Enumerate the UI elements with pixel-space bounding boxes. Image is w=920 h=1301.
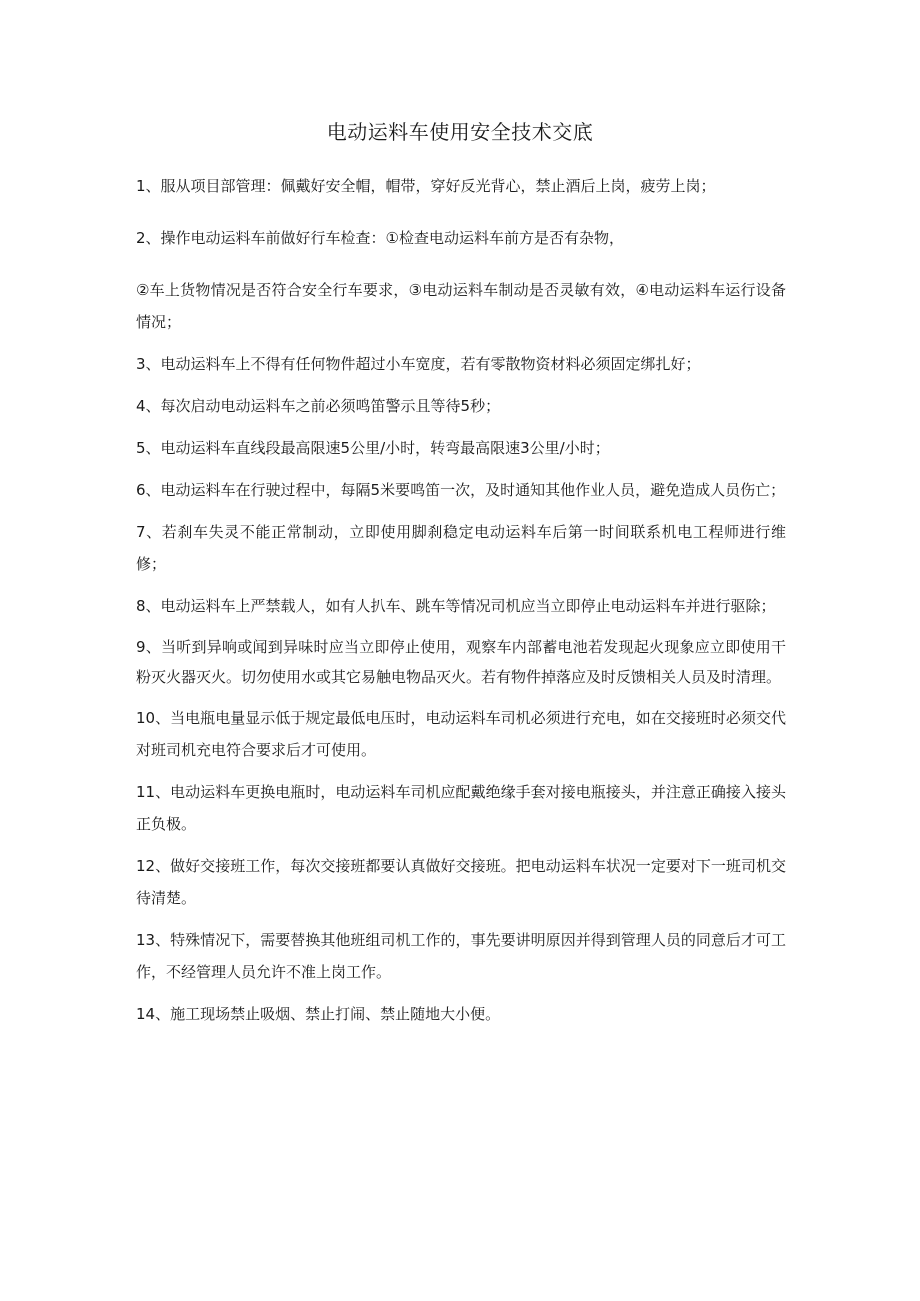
list-item: 12、做好交接班工作，每次交接班都要认真做好交接班。把电动运料车状况一定要对下一班司机交待清楚。 bbox=[136, 857, 786, 907]
list-item: ②车上货物情况是否符合安全行车要求，③电动运料车制动是否灵敏有效，④电动运料车运行设备情况； bbox=[136, 281, 786, 331]
document-title: 电动运料车使用安全技术交底 bbox=[326, 120, 594, 144]
list-item: 3、电动运料车上不得有任何物件超过小车宽度，若有零散物资材料必须固定绑扎好； bbox=[136, 355, 701, 373]
list-item: 11、电动运料车更换电瓶时，电动运料车司机应配戴绝缘手套对接电瓶接头，并注意正确接入接头正负极。 bbox=[136, 783, 786, 833]
list-item: 10、当电瓶电量显示低于规定最低电压时，电动运料车司机必须进行充电，如在交接班时必须交代对班司机充电符合要求后才可使用。 bbox=[136, 709, 786, 759]
list-item: 8、电动运料车上严禁载人，如有人扒车、跳车等情况司机应当立即停止电动运料车并进行驱除； bbox=[136, 597, 776, 615]
list-item: 13、特殊情况下，需要替换其他班组司机工作的，事先要讲明原因并得到管理人员的同意后才可工作，不经管理人员允许不准上岗工作。 bbox=[136, 931, 786, 981]
safety-items-list bbox=[136, 170, 786, 1040]
list-item: 7、若刹车失灵不能正常制动，立即使用脚刹稳定电动运料车后第一时间联系机电工程师进行维修； bbox=[136, 523, 786, 573]
list-item: 9、当听到异响或闻到异味时应当立即停止使用，观察车内部蓄电池若发现起火现象应立即使用干粉灭火器灭火。切勿使用水或其它易触电物品灭火。若有物件掉落应及时反馈相关人员及时清理。 bbox=[136, 638, 786, 686]
list-item: 4、每次启动电动运料车之前必须鸣笛警示且等待5秒； bbox=[136, 397, 501, 415]
list-item: 2、操作电动运料车前做好行车检查：①检查电动运料车前方是否有杂物， bbox=[136, 229, 624, 247]
list-item: 14、施工现场禁止吸烟、禁止打闹、禁止随地大小便。 bbox=[136, 1005, 501, 1023]
list-item: 5、电动运料车直线段最高限速5公里/小时，转弯最高限速3公里/小时； bbox=[136, 439, 610, 457]
list-item: 6、电动运料车在行驶过程中，每隔5米要鸣笛一次，及时通知其他作业人员，避免造成人员伤亡； bbox=[136, 481, 786, 499]
list-item: 1、服从项目部管理：佩戴好安全帽，帽带，穿好反光背心，禁止酒后上岗，疲劳上岗； bbox=[136, 177, 716, 195]
